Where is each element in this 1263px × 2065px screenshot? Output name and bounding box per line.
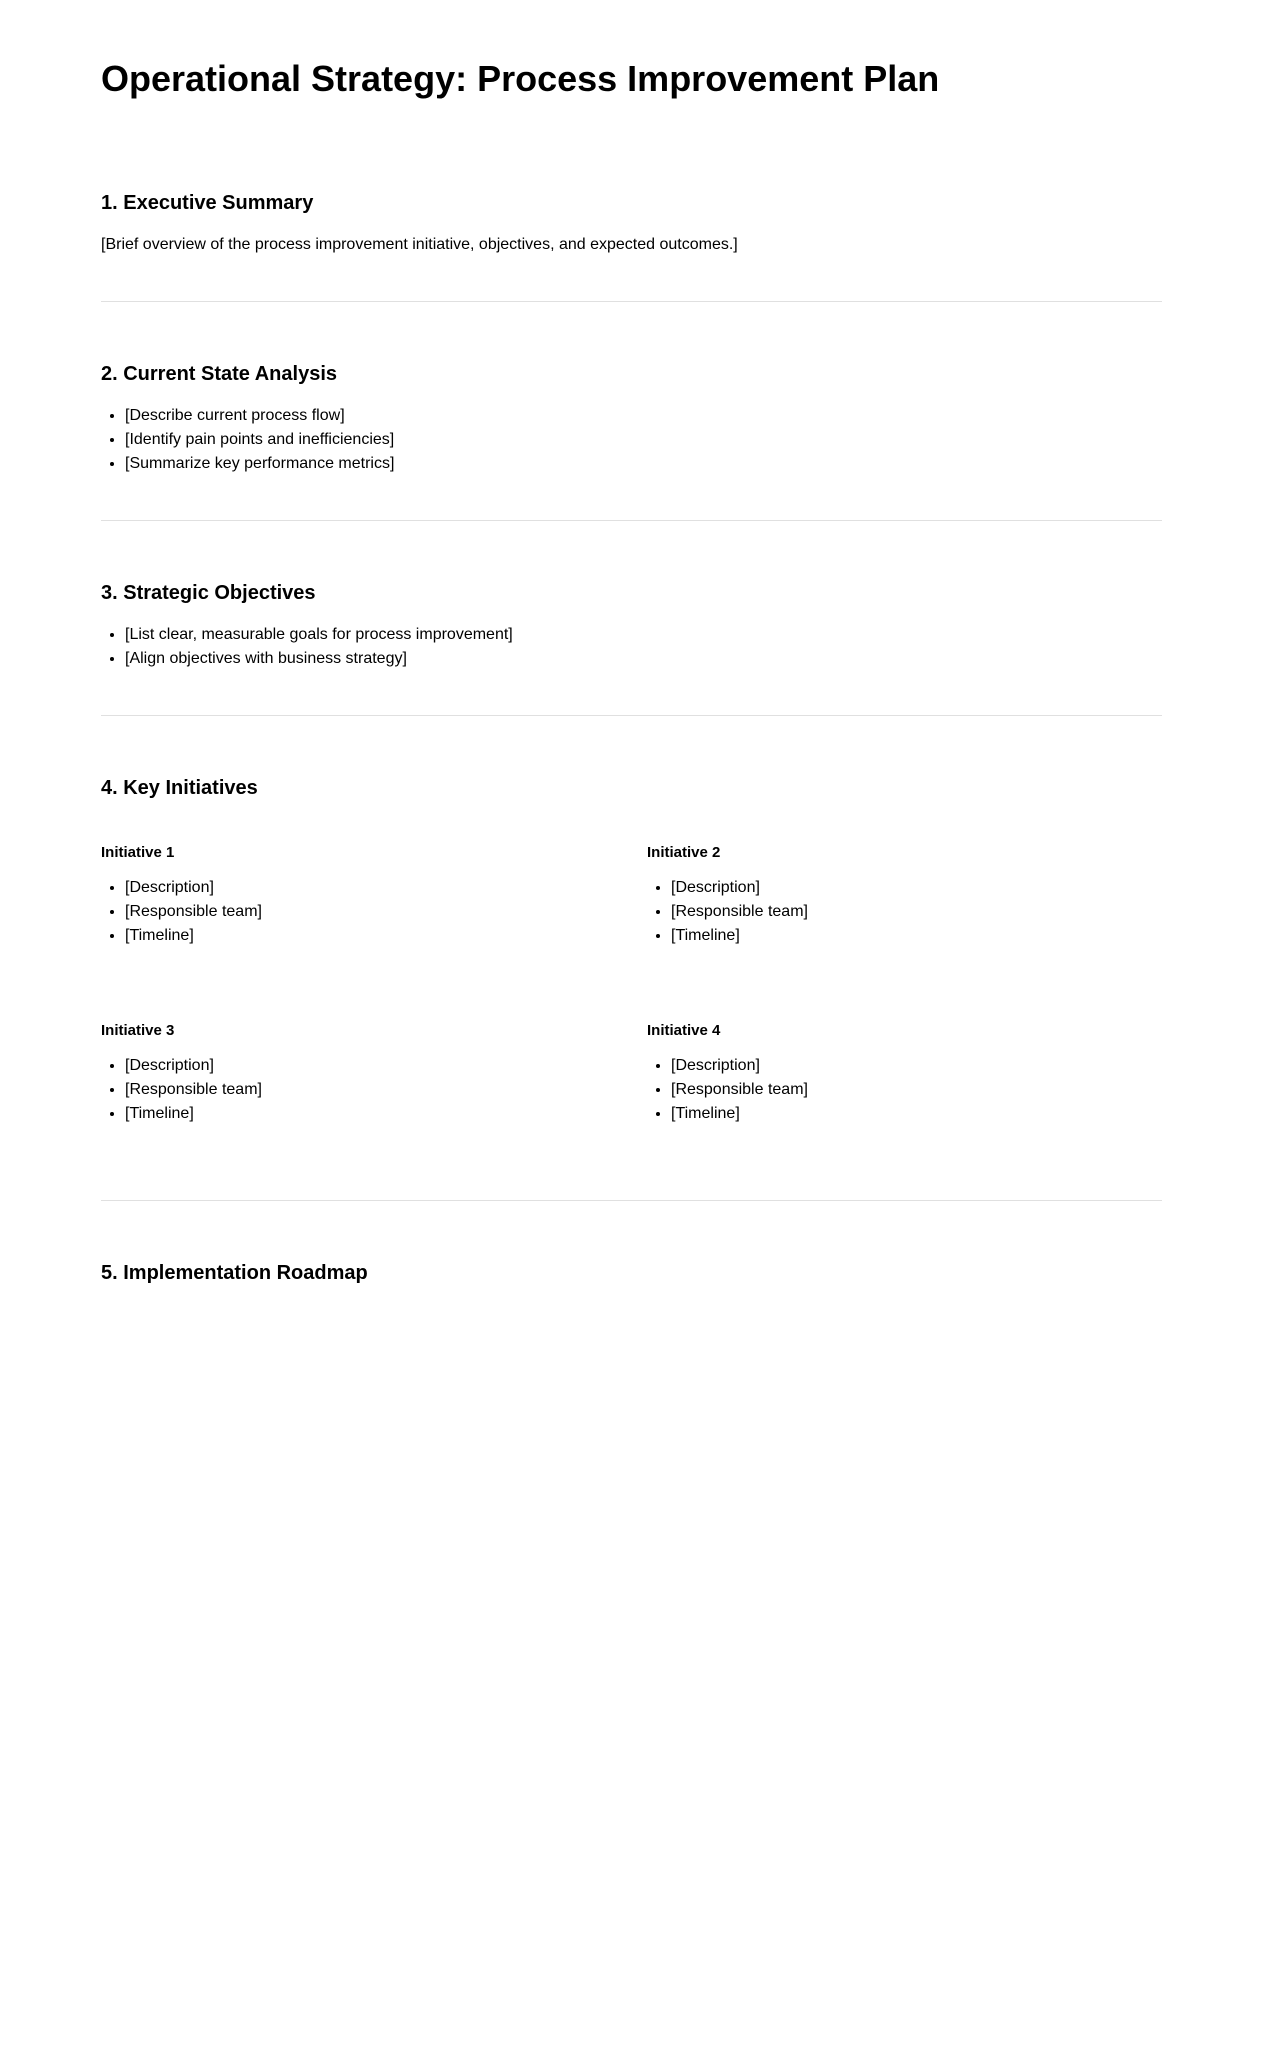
list-item: • [Description] — [671, 1054, 808, 1078]
strategic-objectives-list — [101, 623, 513, 671]
list-item: • [Responsible team] — [671, 900, 808, 924]
list-item: • [Summarize key performance metrics] — [125, 452, 394, 476]
page-title: Operational Strategy: Process Improvement Plan — [101, 58, 940, 99]
initiative-3-list — [101, 1054, 262, 1126]
section-heading-key-initiatives: 4. Key Initiatives — [101, 777, 258, 799]
section-heading-strategic-objectives: 3. Strategic Objectives — [101, 582, 316, 604]
section-divider — [101, 1200, 1162, 1201]
list-item: • [Timeline] — [125, 924, 262, 948]
initiative-1-list — [101, 876, 262, 948]
list-item: • [Description] — [671, 876, 808, 900]
section-heading-current-state-analysis: 2. Current State Analysis — [101, 363, 338, 385]
initiative-2-heading: Initiative 2 — [647, 844, 721, 861]
initiative-2-list — [647, 876, 808, 948]
list-item: • [Describe current process flow] — [125, 404, 394, 428]
section-divider — [101, 301, 1162, 302]
list-item: • [List clear, measurable goals for process improvement] — [125, 623, 513, 647]
list-item: • [Responsible team] — [125, 1078, 262, 1102]
list-item: • [Timeline] — [671, 1102, 808, 1126]
list-item: • [Align objectives with business strategy] — [125, 647, 513, 671]
section-divider — [101, 715, 1162, 716]
current-state-list — [101, 404, 394, 476]
list-item: • [Description] — [125, 876, 262, 900]
list-item: • [Description] — [125, 1054, 262, 1078]
section-heading-executive-summary: 1. Executive Summary — [101, 192, 314, 214]
list-item: • [Timeline] — [671, 924, 808, 948]
list-item: • [Identify pain points and inefficiencies] — [125, 428, 394, 452]
list-item: • [Responsible team] — [125, 900, 262, 924]
initiative-4-list — [647, 1054, 808, 1126]
initiative-3-heading: Initiative 3 — [101, 1022, 175, 1039]
section-divider — [101, 520, 1162, 521]
initiative-1-heading: Initiative 1 — [101, 844, 175, 861]
list-item: • [Timeline] — [125, 1102, 262, 1126]
list-item: • [Responsible team] — [671, 1078, 808, 1102]
executive-summary-text: [Brief overview of the process improvement initiative, objectives, and expected outcomes.] — [101, 236, 738, 253]
section-heading-implementation-roadmap: 5. Implementation Roadmap — [101, 1262, 368, 1284]
initiative-4-heading: Initiative 4 — [647, 1022, 721, 1039]
